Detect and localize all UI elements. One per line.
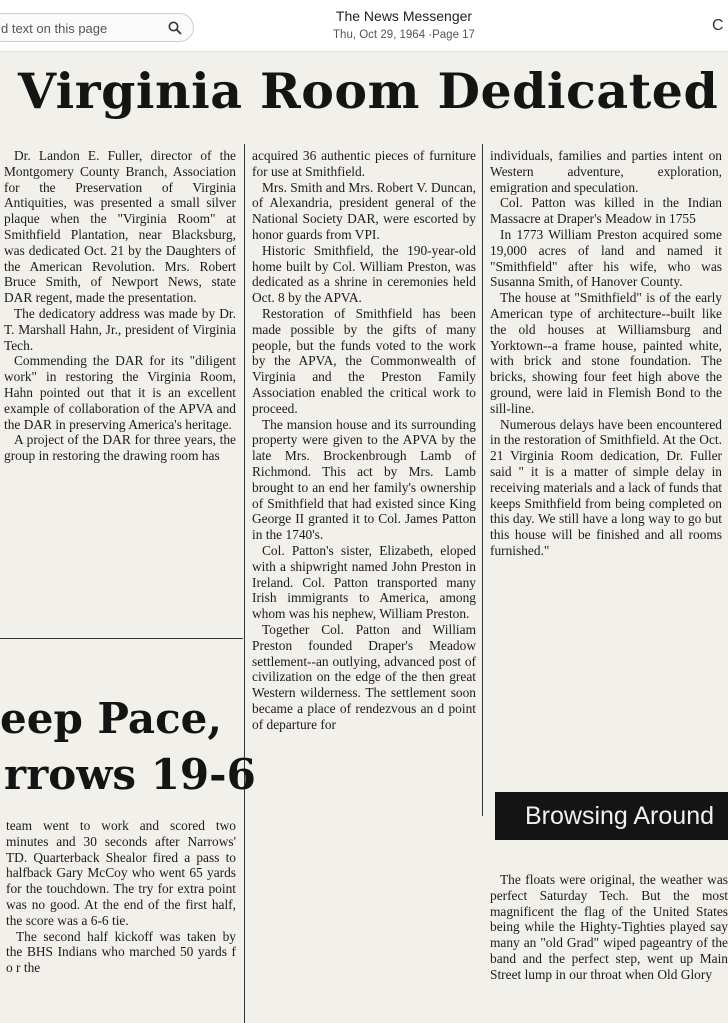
paragraph: Mrs. Smith and Mrs. Robert V. Duncan, of Alexandria, president general of the National Society DAR, were escorted by honor guards from VPI. [252,179,476,242]
paragraph: Restoration of Smithfield has been made possible by the gifts of many people, but the funds voted to the work by the APVA, the Commonwealth of Virginia and the Preston Family Association enabled the critical work to proceed. [252,305,476,416]
paragraph: Col. Patton was killed in the Indian Massacre at Draper's Meadow in 1755 [490,195,722,227]
paragraph: The mansion house and its surrounding property were given to the APVA by the late Mrs. Brockenbrough Lamb of Richmond. This act by Mrs. Lamb brought to an end her family's ownership of Smithfield that had existed since King George II granted it to Col. James Patton in the 1740's. [252,416,476,543]
paragraph: individuals, families and parties intent on Western adventure, exploration, emigration and speculation. [490,148,722,195]
column-banner: Browsing Around [495,792,728,840]
search-icon[interactable] [167,20,183,36]
sports-headline-line-1: eep Pace, [0,694,223,743]
publication-title: The News Messenger [335,8,473,24]
paragraph: In 1773 William Preston acquired some 19,000 acres of land and named it "Smithfield" after his wife, who was Susanna Smith, of Hanover County. [490,226,722,290]
paragraph: team went to work and scored two minutes and 30 seconds after Narrows' TD. Quarterback Shealor fired a pass to halfback Gary McCoy who went 65 yards for the touchdown. The try for extra point was no good. At the end of the first half, the score was a 6-6 tie. [6,818,236,928]
paragraph: The second half kickoff was taken by the BHS Indians who marched 50 yards f o r the [6,928,236,976]
paragraph: Col. Patton's sister, Elizabeth, eloped with a shipwright named John Preston in Ireland. Col. Patton transported many Irish immigrants to America, among whom was his nephew, William Preston. [252,542,476,622]
issue-date-page: Thu, Oct 29, 1964 ·Page 17 [333,29,475,41]
paragraph: The dedicatory address was made by Dr. T. Marshall Hahn, Jr., president of Virginia Tech. [4,305,236,353]
paragraph: acquired 36 authentic pieces of furniture for use at Smithfield. [252,148,476,179]
viewer-toolbar [0,0,728,52]
paragraph: Historic Smithfield, the 190-year-old home built by Col. William Preston, was dedicated as a shrine in ceremonies held Oct. 8 by the APVA. [252,242,476,306]
paragraph: Commending the DAR for its "diligent work" in restoring the Virginia Room, Hahn pointed out that it is an excellent example of collaboration of the APVA and the DAR in preserving America's heritage. [4,353,236,432]
search-box[interactable] [0,13,194,42]
column-rule [482,144,483,816]
paragraph: A project of the DAR for three years, the group in restoring the drawing room has [4,432,236,464]
column-rule [244,144,245,1023]
next-page-button[interactable]: C [712,17,724,34]
paragraph: Numerous delays have been encountered in the restoration of Smithfield. At the Oct. 21 Virginia Room dedication, Dr. Fuller said " it is a matter of simple delay in receiving materials and a lack of funds that keeps Smithfield from being completed on this day. We still have a long way to go but this house will be finished and all rooms furnished." [490,416,722,558]
article-column-2 [252,148,476,1018]
article-headline: Virginia Room Dedicated [18,62,719,120]
article-column-3 [490,148,722,780]
paragraph: Dr. Landon E. Fuller, director of the Montgomery County Branch, Association for the Preservation of Virginia Antiquities, was presented a small silver plaque when the "Virginia Room" at Smithfield Plantation, near Blacksburg, was dedicated Oct. 21 by the Daughters of the American Revolution. Mrs. Robert Bruce Smith, of Newport News, state DAR regent, made the presentation. [4,148,236,306]
paragraph: The floats were original, the weather was perfect Saturday Tech. But the most magnificent the flag of the United States being while the Highty-Tighties played say many an "old Grad" wiped pageantry of the band and the perfect step, went up Main Street lump in our throat when Old Glory [490,872,728,982]
paragraph: Together Col. Patton and William Preston founded Draper's Meadow settlement--an outlying, advanced post of civilization on the edge of the then great Western wilderness. The settlement soon became a place of rendezvous an d point of departure for [252,621,476,732]
newspaper-page [0,52,728,1023]
sports-headline-line-2: rrows 19-6 [4,750,256,799]
article-column-1 [4,148,236,638]
paragraph: The house at "Smithfield" is of the early American type of architecture--built like the old houses at Williamsburg and Yorktown--a frame house, painted white, with brick and stone foundation. The bricks, showing four feet high above the ground, were laid in Flemish Bond to the sill-line. [490,290,722,416]
sports-story-column [6,818,236,1023]
section-divider [0,638,243,639]
search-input[interactable] [1,18,161,38]
browsing-column [490,872,728,1023]
